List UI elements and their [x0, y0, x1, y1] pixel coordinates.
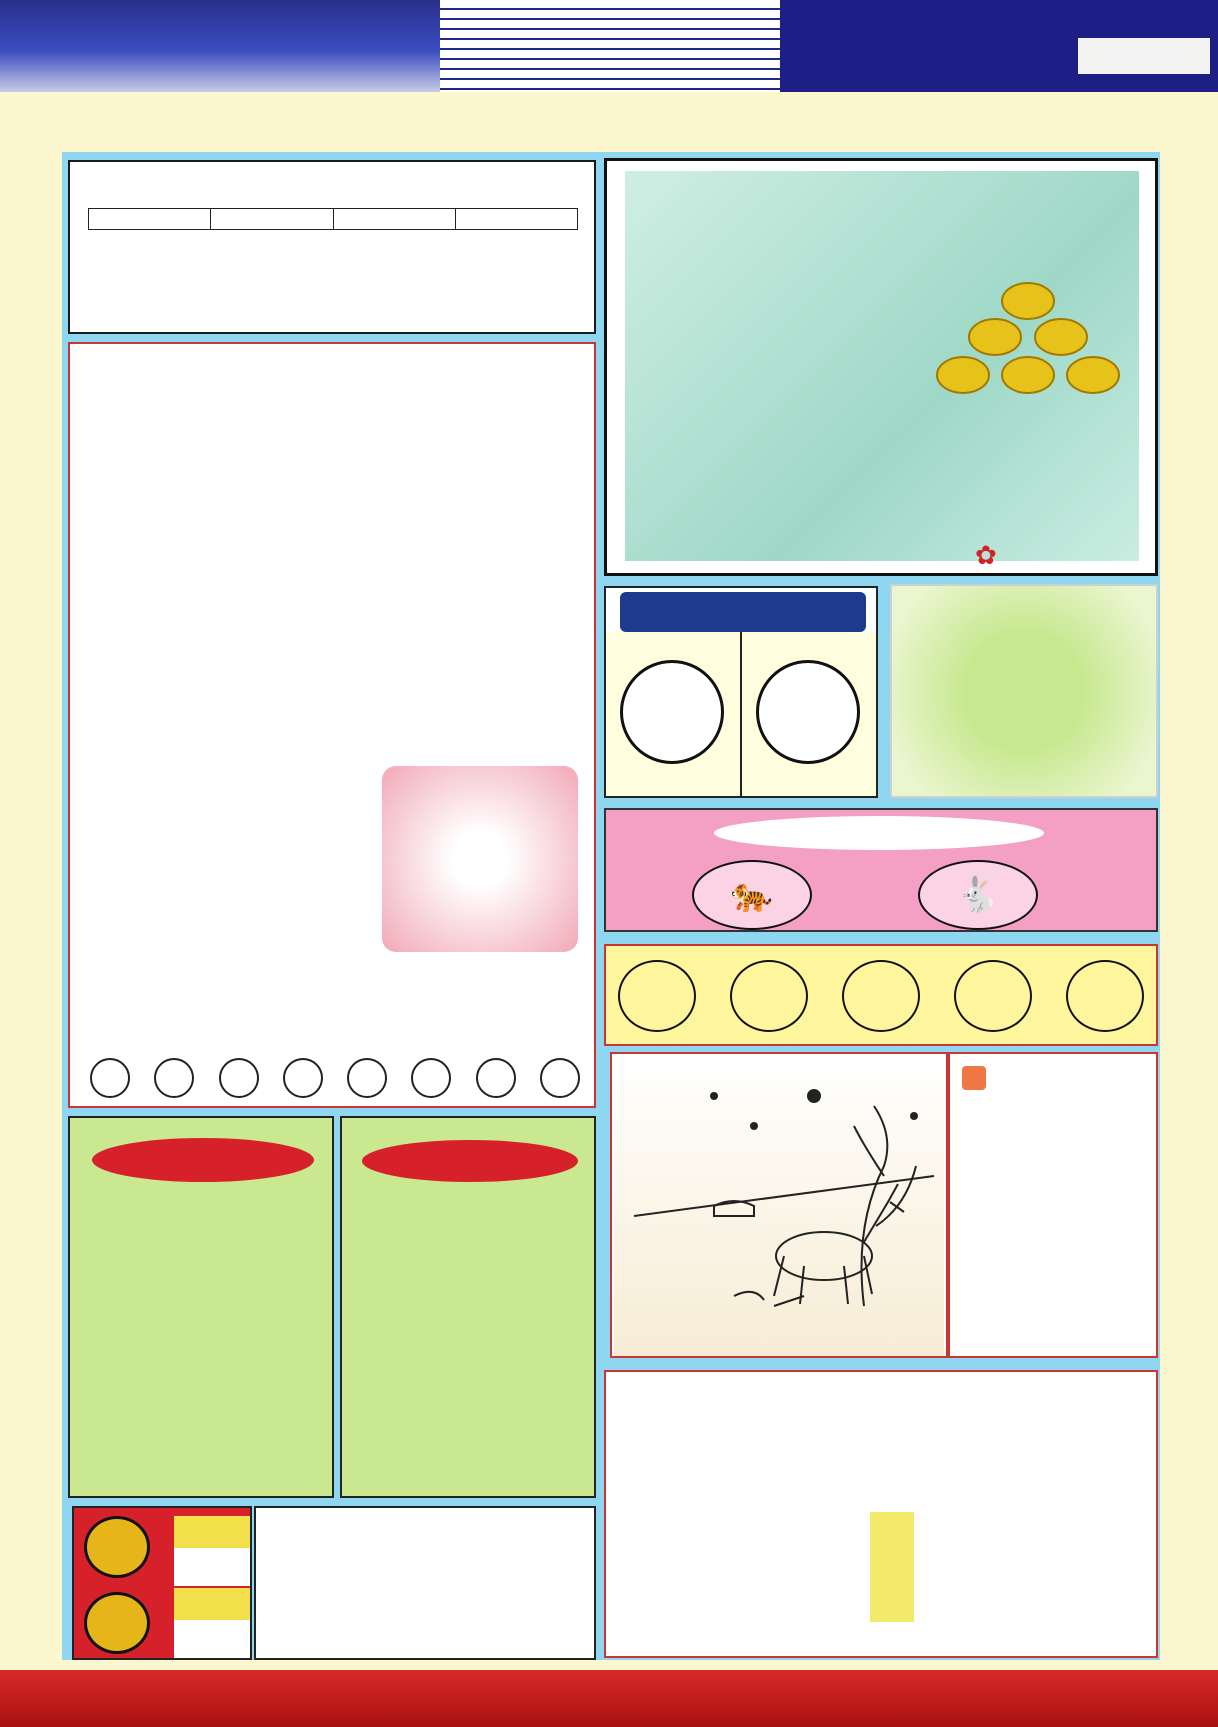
meeting-panel	[68, 342, 596, 1108]
logo-background	[625, 171, 1139, 571]
gate-table-header	[89, 209, 211, 230]
right-frame-strip	[1160, 150, 1218, 1660]
special-size	[620, 660, 724, 764]
pick-ball	[219, 1058, 259, 1098]
gate-table-header	[211, 209, 333, 230]
counter-label	[174, 1516, 250, 1548]
one-char-panel	[948, 1052, 1158, 1358]
top-frame-strip	[0, 102, 1218, 150]
edition-label	[1078, 38, 1210, 74]
pick-ball	[90, 1058, 130, 1098]
special-code-cells	[606, 632, 876, 796]
gold-secret-panel	[254, 1506, 596, 1660]
pick-ball	[476, 1058, 516, 1098]
divider	[740, 632, 742, 796]
illustration-panel	[610, 1052, 948, 1358]
lucky-zodiac-panel	[604, 808, 1158, 932]
left-frame-strip	[0, 150, 58, 1660]
pick-numbers	[90, 1058, 580, 1100]
almanac-panel	[604, 1370, 1158, 1658]
special-parity	[756, 660, 860, 764]
goat-tree-illustration-icon	[614, 1056, 944, 1356]
previous-result	[770, 6, 1210, 34]
counter-panel	[72, 1506, 252, 1660]
tiger-icon: 🐅	[692, 860, 812, 930]
zodiac-poem-panel	[340, 1116, 596, 1498]
forecast-panel	[68, 1116, 334, 1498]
flower-icon: ✿	[975, 541, 997, 571]
lottery-balls-icon	[639, 421, 819, 561]
gate-table-header	[455, 209, 577, 230]
number-ball	[1066, 960, 1144, 1032]
illustration-background	[614, 1056, 944, 1356]
pick-ball	[154, 1058, 194, 1098]
forecast-title	[92, 1138, 314, 1182]
page-title	[470, 6, 770, 76]
number-ball	[954, 960, 1032, 1032]
marksix-logo	[975, 541, 997, 571]
lucky-zodiac-title	[714, 816, 1044, 850]
logo-panel	[604, 158, 1158, 576]
bottom-red-band	[0, 1670, 1218, 1727]
special-code-panel	[604, 586, 878, 798]
pick-ball	[411, 1058, 451, 1098]
rainbow-icon	[962, 1066, 986, 1090]
counter-ball	[84, 1592, 150, 1654]
featured-numbers-panel	[604, 944, 1158, 1046]
rabbit-icon: 🐇	[918, 860, 1038, 930]
secret-picture	[382, 766, 578, 952]
pick-ball	[347, 1058, 387, 1098]
number-ball	[730, 960, 808, 1032]
counter-value	[174, 1548, 250, 1586]
gate-table-header	[333, 209, 455, 230]
header-left-band	[0, 0, 440, 92]
pick-ball	[283, 1058, 323, 1098]
gate-table-panel	[68, 160, 596, 334]
counter-label	[174, 1588, 250, 1620]
number-ball	[618, 960, 696, 1032]
counter-ball	[84, 1516, 150, 1578]
zodiac-poem-title	[362, 1140, 578, 1182]
gold-ingots-icon	[933, 271, 1123, 411]
almanac-stamp	[870, 1512, 914, 1622]
featured-numbers	[618, 960, 1144, 1032]
decorative-image	[890, 584, 1158, 798]
gate-table	[88, 208, 578, 230]
pick-ball	[540, 1058, 580, 1098]
number-ball	[842, 960, 920, 1032]
counter-value	[174, 1620, 250, 1658]
special-code-title	[620, 592, 866, 632]
